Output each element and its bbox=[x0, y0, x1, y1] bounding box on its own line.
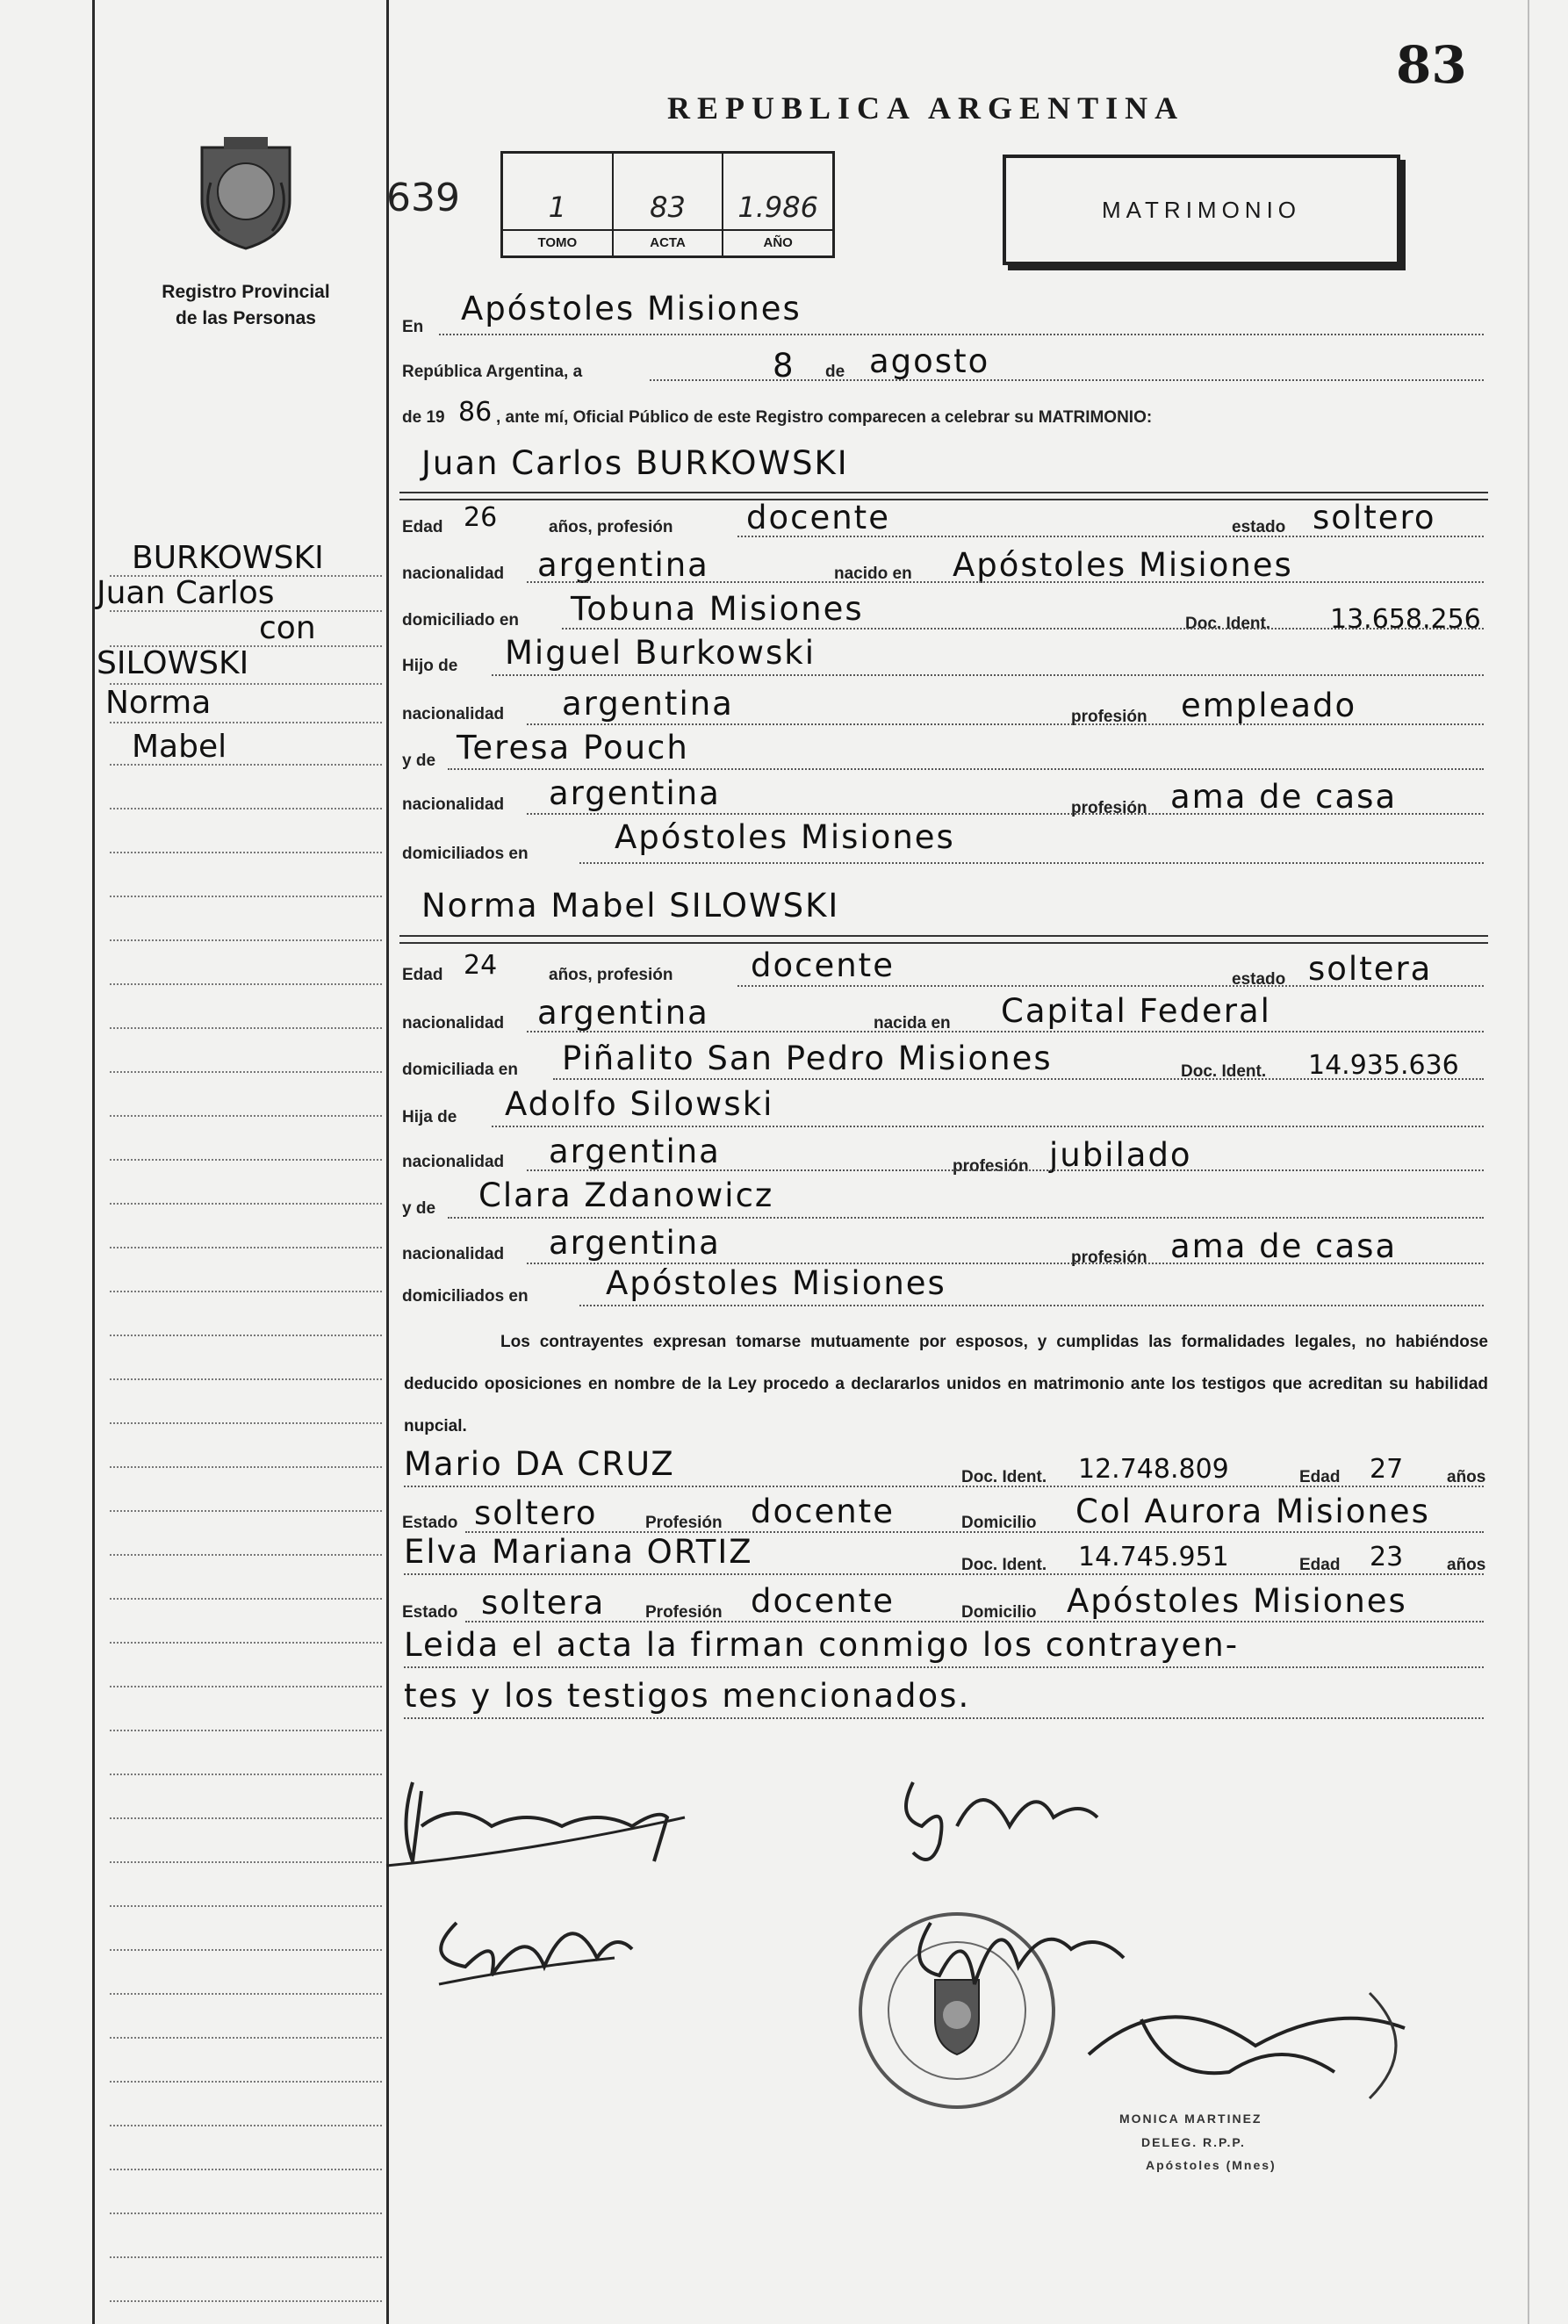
left-margin-line bbox=[92, 0, 95, 2324]
edad-label: Edad bbox=[1299, 1556, 1341, 1574]
nacido-label: nacido en bbox=[834, 565, 912, 583]
domiciliado-label: domiciliado en bbox=[402, 611, 520, 630]
dotted-line bbox=[527, 1031, 1484, 1032]
nacionalidad-label: nacionalidad bbox=[402, 565, 505, 583]
bride-domicile: Piñalito San Pedro Misiones bbox=[562, 1040, 1053, 1077]
margin-rule bbox=[110, 2081, 382, 2083]
act-type-box: MATRIMONIO bbox=[1003, 155, 1400, 265]
witness2-profession: docente bbox=[751, 1582, 895, 1620]
doc-label: Doc. Ident. bbox=[961, 1468, 1047, 1486]
page-number: 83 bbox=[1396, 35, 1467, 95]
hijo-label: Hijo de bbox=[402, 657, 458, 675]
anio-value: 1.986 bbox=[737, 191, 818, 224]
estado-label: Estado bbox=[402, 1603, 458, 1622]
nacionalidad-label: nacionalidad bbox=[402, 795, 505, 814]
groom-age: 26 bbox=[464, 502, 498, 533]
margin-note-line: con bbox=[259, 610, 316, 646]
section-line bbox=[399, 935, 1488, 937]
bride-status: soltera bbox=[1308, 950, 1433, 988]
acta-cell bbox=[614, 154, 724, 255]
closing-line-1: Leida el acta la firman conmigo los contrayen- bbox=[404, 1626, 1240, 1664]
witness2-name: Elva Mariana ORTIZ bbox=[404, 1533, 753, 1571]
declaration-paragraph: Los contrayentes expresan tomarse mutuamente por esposos, y cumplidas las formalidades legales, no habiéndose deducido oposiciones en nombre de la Ley procedo a declararlos unidos en matrimonio ante los testigos que acreditan su habilidad nupcial. bbox=[404, 1333, 1488, 1435]
margin-rule bbox=[110, 1949, 382, 1951]
official-seal-icon bbox=[852, 1905, 1062, 2116]
nacionalidad-label: nacionalidad bbox=[402, 705, 505, 723]
groom-status: soltero bbox=[1313, 499, 1436, 536]
witness2-status: soltera bbox=[481, 1584, 606, 1622]
margin-note-line: Mabel bbox=[132, 729, 227, 765]
dotted-line bbox=[448, 1217, 1484, 1219]
bride-doc: 14.935.636 bbox=[1308, 1050, 1459, 1081]
place-value: Apóstoles Misiones bbox=[461, 290, 802, 327]
profesion-label: profesión bbox=[953, 1157, 1029, 1176]
center-margin-line bbox=[386, 0, 389, 2324]
margin-rule bbox=[110, 722, 382, 723]
dotted-line bbox=[404, 1666, 1484, 1668]
groom-domicile: Tobuna Misiones bbox=[571, 590, 864, 628]
anio-label: AÑO bbox=[723, 229, 832, 255]
father-nationality: argentina bbox=[562, 685, 734, 723]
nacionalidad-label: nacionalidad bbox=[402, 1245, 505, 1263]
profesion-label: Profesión bbox=[645, 1603, 723, 1622]
margin-rule bbox=[110, 1598, 382, 1600]
margin-note-line: BURKOWSKI bbox=[132, 540, 324, 576]
stamp-name: MONICA MARTINEZ bbox=[1119, 2112, 1262, 2126]
margin-rule bbox=[110, 2037, 382, 2039]
margin-rule bbox=[110, 610, 382, 612]
bride-signature-icon bbox=[906, 1782, 1097, 1860]
groom-mother: Teresa Pouch bbox=[457, 729, 689, 766]
witness1-status: soltero bbox=[474, 1494, 598, 1532]
doc-label: Doc. Ident. bbox=[1181, 1062, 1267, 1081]
month-value: agosto bbox=[869, 342, 990, 380]
groom-signature-icon bbox=[386, 1782, 685, 1866]
margin-rule bbox=[110, 896, 382, 897]
intro-text: , ante mí, Oficial Público de este Registro comparecen a celebrar su MATRIMONIO: bbox=[496, 408, 1153, 427]
dotted-line bbox=[404, 1717, 1484, 1719]
domicilio-label: Domicilio bbox=[961, 1514, 1037, 1532]
father-profession: jubilado bbox=[1049, 1136, 1192, 1174]
parents-domicile: Apóstoles Misiones bbox=[606, 1264, 946, 1302]
parents-domicile: Apóstoles Misiones bbox=[615, 818, 955, 856]
bride-name: Norma Mabel SILOWSKI bbox=[421, 887, 840, 925]
margin-rule bbox=[110, 1554, 382, 1556]
margin-rule bbox=[110, 2125, 382, 2126]
anio-cell bbox=[723, 154, 832, 255]
margin-rule bbox=[110, 764, 382, 766]
year-value: 86 bbox=[458, 397, 493, 428]
margin-rule bbox=[110, 1027, 382, 1029]
margin-rule bbox=[110, 983, 382, 985]
edad-label: Edad bbox=[1299, 1468, 1341, 1486]
mother-profession: ama de casa bbox=[1170, 1227, 1398, 1265]
right-margin-line bbox=[1528, 0, 1529, 2324]
margin-rule bbox=[110, 808, 382, 809]
father-profession: empleado bbox=[1181, 687, 1357, 724]
estado-label: estado bbox=[1232, 518, 1286, 536]
margin-rule bbox=[110, 683, 382, 685]
margin-rule bbox=[110, 1730, 382, 1731]
margin-rule bbox=[110, 2300, 382, 2302]
registry-name bbox=[123, 279, 369, 332]
stamp-title: DELEG. R.P.P. bbox=[1141, 2135, 1246, 2149]
edad-label: Edad bbox=[402, 518, 443, 536]
dotted-line bbox=[527, 813, 1484, 815]
dotted-line bbox=[579, 862, 1484, 864]
tomo-label: TOMO bbox=[503, 229, 612, 255]
nacida-label: nacida en bbox=[874, 1014, 951, 1032]
domiciliada-label: domiciliada en bbox=[402, 1061, 518, 1079]
estado-label: Estado bbox=[402, 1514, 458, 1532]
margin-rule bbox=[110, 2256, 382, 2258]
margin-rule bbox=[110, 1642, 382, 1644]
margin-rule bbox=[110, 1335, 382, 1336]
estado-label: estado bbox=[1232, 970, 1286, 989]
de-label: de bbox=[825, 363, 845, 381]
bride-age: 24 bbox=[464, 950, 498, 981]
dotted-line bbox=[465, 1621, 1484, 1622]
record-prefix: 639 bbox=[386, 176, 460, 220]
dotted-line bbox=[404, 1486, 1484, 1487]
margin-rule bbox=[110, 1510, 382, 1512]
dotted-line bbox=[562, 628, 1484, 630]
stamp-place: Apóstoles (Mnes) bbox=[1146, 2158, 1277, 2172]
nacionalidad-label: nacionalidad bbox=[402, 1014, 505, 1032]
edad-label: Edad bbox=[402, 966, 443, 984]
margin-rule bbox=[110, 1247, 382, 1248]
profesion-label: profesión bbox=[1071, 799, 1147, 817]
witness1-doc: 12.748.809 bbox=[1078, 1454, 1229, 1485]
tomo-cell bbox=[503, 154, 614, 255]
dotted-line bbox=[527, 1169, 1484, 1171]
margin-rule bbox=[110, 939, 382, 941]
groom-doc: 13.658.256 bbox=[1330, 604, 1481, 635]
margin-rule bbox=[110, 1993, 382, 1995]
witness2-domicile: Apóstoles Misiones bbox=[1067, 1582, 1407, 1620]
dotted-line bbox=[737, 536, 1484, 537]
margin-rule bbox=[110, 1466, 382, 1468]
acta-value: 83 bbox=[650, 191, 686, 224]
margin-rule bbox=[110, 1861, 382, 1863]
dotted-line bbox=[439, 334, 1484, 335]
margin-rule bbox=[110, 2169, 382, 2170]
dotted-line bbox=[527, 581, 1484, 583]
dotted-line bbox=[448, 768, 1484, 770]
rep-label: República Argentina, a bbox=[402, 363, 583, 381]
acta-label: ACTA bbox=[614, 229, 723, 255]
margin-note-line: SILOWSKI bbox=[97, 645, 249, 681]
dotted-line bbox=[737, 985, 1484, 987]
witness1-profession: docente bbox=[751, 1493, 895, 1530]
margin-rule bbox=[110, 1774, 382, 1775]
profesion-label: años, profesión bbox=[549, 518, 673, 536]
witness2-doc: 14.745.951 bbox=[1078, 1542, 1229, 1572]
domiciliados-label: domiciliados en bbox=[402, 845, 529, 863]
coat-of-arms-icon bbox=[184, 130, 307, 253]
groom-birthplace: Apóstoles Misiones bbox=[953, 546, 1293, 584]
y-de-label: y de bbox=[402, 752, 436, 770]
witness1-signature-icon bbox=[439, 1923, 632, 1984]
witness1-name: Mario DA CRUZ bbox=[404, 1445, 675, 1483]
nacionalidad-label: nacionalidad bbox=[402, 1153, 505, 1171]
witness1-age: 27 bbox=[1370, 1454, 1404, 1485]
margin-rule bbox=[110, 1291, 382, 1292]
bride-father: Adolfo Silowski bbox=[505, 1085, 774, 1123]
margin-rule bbox=[110, 645, 382, 647]
country-heading: REPUBLICA ARGENTINA bbox=[667, 90, 1185, 126]
witness1-domicile: Col Aurora Misiones bbox=[1075, 1493, 1430, 1530]
groom-father: Miguel Burkowski bbox=[505, 634, 816, 672]
hija-label: Hija de bbox=[402, 1108, 457, 1126]
domicilio-label: Domicilio bbox=[961, 1603, 1037, 1622]
registry-line-2: de las Personas bbox=[176, 308, 316, 328]
anios-label: años bbox=[1447, 1468, 1486, 1486]
doc-label: Doc. Ident. bbox=[1185, 615, 1271, 633]
margin-rule bbox=[110, 1378, 382, 1380]
section-line bbox=[399, 492, 1488, 493]
bride-nationality: argentina bbox=[537, 994, 709, 1032]
year-prefix: de 19 bbox=[402, 408, 445, 427]
margin-rule bbox=[110, 1115, 382, 1117]
margin-note-line: Juan Carlos bbox=[97, 575, 275, 611]
father-nationality: argentina bbox=[549, 1133, 721, 1170]
tomo-value: 1 bbox=[548, 191, 567, 224]
groom-profession: docente bbox=[746, 499, 890, 536]
margin-note-line: Norma bbox=[105, 685, 212, 721]
section-line bbox=[399, 942, 1488, 944]
profesion-label: Profesión bbox=[645, 1514, 723, 1532]
margin-rule bbox=[110, 852, 382, 853]
margin-rule bbox=[110, 1203, 382, 1205]
record-box bbox=[500, 151, 835, 258]
dotted-line bbox=[579, 1305, 1484, 1306]
dotted-line bbox=[527, 723, 1484, 725]
mother-nationality: argentina bbox=[549, 1224, 721, 1262]
margin-rule bbox=[110, 1905, 382, 1907]
margin-rule bbox=[110, 1686, 382, 1687]
mother-profession: ama de casa bbox=[1170, 778, 1398, 816]
official-signature-icon bbox=[1089, 1993, 1405, 2098]
groom-nationality: argentina bbox=[537, 546, 709, 584]
margin-rule bbox=[110, 575, 382, 577]
witness2-age: 23 bbox=[1370, 1542, 1404, 1572]
closing-line-2: tes y los testigos mencionados. bbox=[404, 1677, 971, 1715]
margin-rule bbox=[110, 1159, 382, 1161]
profesion-label: profesión bbox=[1071, 1248, 1147, 1267]
bride-birthplace: Capital Federal bbox=[1001, 992, 1271, 1030]
dotted-line bbox=[404, 1573, 1484, 1575]
anios-label: años bbox=[1447, 1556, 1486, 1574]
dotted-line bbox=[492, 1126, 1484, 1127]
bride-mother: Clara Zdanowicz bbox=[478, 1176, 774, 1214]
profesion-label: años, profesión bbox=[549, 966, 673, 984]
margin-rule bbox=[110, 2212, 382, 2214]
y-de-label: y de bbox=[402, 1199, 436, 1218]
domiciliados-label: domiciliados en bbox=[402, 1287, 529, 1306]
dotted-line bbox=[492, 674, 1484, 676]
margin-rule bbox=[110, 1422, 382, 1424]
margin-rule bbox=[110, 1071, 382, 1073]
registry-line-1: Registro Provincial bbox=[162, 282, 330, 302]
mother-nationality: argentina bbox=[549, 774, 721, 812]
day-value: 8 bbox=[773, 347, 795, 385]
en-label: En bbox=[402, 318, 424, 336]
bride-profession: docente bbox=[751, 946, 895, 984]
profesion-label: profesión bbox=[1071, 708, 1147, 726]
margin-rule bbox=[110, 1817, 382, 1819]
dotted-line bbox=[650, 379, 1484, 381]
groom-name: Juan Carlos BURKOWSKI bbox=[421, 444, 849, 482]
dotted-line bbox=[553, 1078, 1484, 1080]
doc-label: Doc. Ident. bbox=[961, 1556, 1047, 1574]
